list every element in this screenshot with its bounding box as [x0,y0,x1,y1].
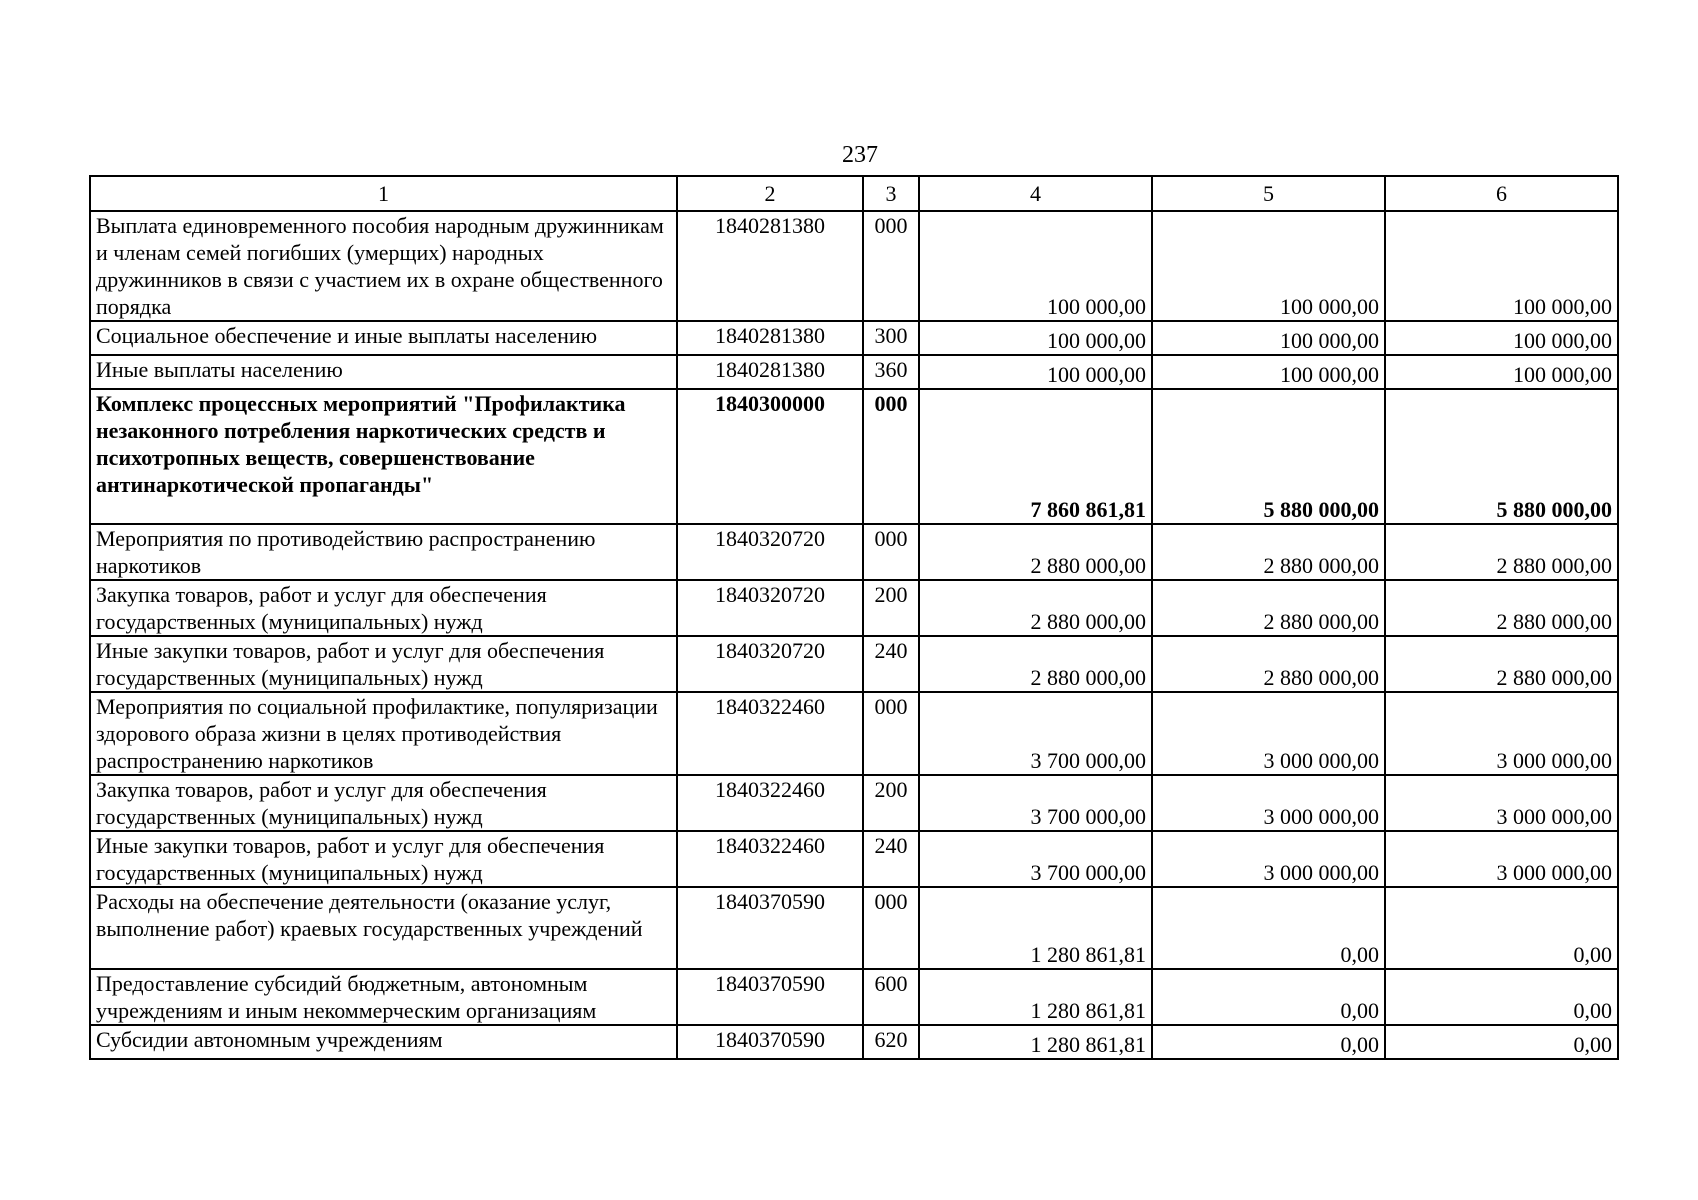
row-value-col4-cell: 1 280 861,81 [919,969,1152,1025]
row-type-cell: 000 [863,524,919,580]
row-value-col6-cell: 100 000,00 [1385,321,1618,355]
row-value-col4-cell: 7 860 861,81 [919,389,1152,524]
row-value-col4-cell: 100 000,00 [919,355,1152,389]
row-value-col4-cell: 1 280 861,81 [919,887,1152,969]
row-name-cell: Социальное обеспечение и иные выплаты населению [90,321,677,355]
table-row [90,636,1618,692]
row-value-col6-cell: 2 880 000,00 [1385,580,1618,636]
row-type-cell: 360 [863,355,919,389]
row-value-col5-cell: 0,00 [1152,887,1385,969]
row-code-cell: 1840320720 [677,636,863,692]
row-value-col4-cell: 3 700 000,00 [919,692,1152,775]
row-type-cell: 600 [863,969,919,1025]
column-header-1: 1 [90,176,677,211]
column-header-4: 4 [919,176,1152,211]
table-row [90,389,1618,524]
row-type-cell: 000 [863,692,919,775]
row-type-cell: 000 [863,887,919,969]
row-value-col6-cell: 100 000,00 [1385,211,1618,321]
row-value-col5-cell: 100 000,00 [1152,355,1385,389]
row-value-col6-cell: 0,00 [1385,887,1618,969]
row-code-cell: 1840322460 [677,692,863,775]
row-value-col5-cell: 3 000 000,00 [1152,692,1385,775]
table-row [90,1025,1618,1059]
row-value-col6-cell: 3 000 000,00 [1385,775,1618,831]
row-value-col6-cell: 5 880 000,00 [1385,389,1618,524]
row-value-col6-cell: 2 880 000,00 [1385,524,1618,580]
table-row [90,775,1618,831]
row-name-cell: Мероприятия по социальной профилактике, популяризации здорового образа жизни в целях противодействия распространению наркотиков [90,692,677,775]
row-value-col4-cell: 100 000,00 [919,211,1152,321]
row-code-cell: 1840320720 [677,580,863,636]
row-code-cell: 1840300000 [677,389,863,524]
row-value-col5-cell: 100 000,00 [1152,211,1385,321]
table-row [90,211,1618,321]
column-header-2: 2 [677,176,863,211]
row-value-col5-cell: 0,00 [1152,1025,1385,1059]
row-code-cell: 1840370590 [677,887,863,969]
row-name-cell: Расходы на обеспечение деятельности (оказание услуг, выполнение работ) краевых государственных учреждений [90,887,677,969]
column-number-row [90,176,1618,211]
row-value-col5-cell: 0,00 [1152,969,1385,1025]
row-code-cell: 1840370590 [677,969,863,1025]
row-value-col4-cell: 2 880 000,00 [919,636,1152,692]
budget-table [89,175,1619,1060]
row-name-cell: Субсидии автономным учреждениям [90,1025,677,1059]
row-code-cell: 1840370590 [677,1025,863,1059]
row-code-cell: 1840281380 [677,321,863,355]
table-row [90,355,1618,389]
row-name-cell: Предоставление субсидий бюджетным, автономным учреждениям и иным некоммерческим организациям [90,969,677,1025]
row-value-col6-cell: 0,00 [1385,1025,1618,1059]
row-value-col5-cell: 3 000 000,00 [1152,831,1385,887]
row-type-cell: 240 [863,831,919,887]
table-row [90,580,1618,636]
row-value-col5-cell: 2 880 000,00 [1152,524,1385,580]
row-type-cell: 000 [863,211,919,321]
column-header-5: 5 [1152,176,1385,211]
row-value-col5-cell: 2 880 000,00 [1152,580,1385,636]
row-name-cell: Комплекс процессных мероприятий "Профилактика незаконного потребления наркотических средств и психотропных веществ, совершенствование антинаркотической пропаганды" [90,389,677,524]
row-type-cell: 200 [863,580,919,636]
table-row [90,969,1618,1025]
row-value-col5-cell: 3 000 000,00 [1152,775,1385,831]
row-value-col5-cell: 5 880 000,00 [1152,389,1385,524]
table-row [90,321,1618,355]
row-value-col6-cell: 3 000 000,00 [1385,831,1618,887]
row-type-cell: 620 [863,1025,919,1059]
table-body [90,176,1618,1059]
row-name-cell: Иные закупки товаров, работ и услуг для обеспечения государственных (муниципальных) нужд [90,831,677,887]
row-value-col5-cell: 100 000,00 [1152,321,1385,355]
row-value-col4-cell: 3 700 000,00 [919,831,1152,887]
row-value-col5-cell: 2 880 000,00 [1152,636,1385,692]
row-name-cell: Иные закупки товаров, работ и услуг для обеспечения государственных (муниципальных) нужд [90,636,677,692]
table-row [90,524,1618,580]
row-code-cell: 1840320720 [677,524,863,580]
table-row [90,831,1618,887]
row-value-col6-cell: 2 880 000,00 [1385,636,1618,692]
row-value-col6-cell: 0,00 [1385,969,1618,1025]
row-code-cell: 1840281380 [677,355,863,389]
row-type-cell: 200 [863,775,919,831]
table-row [90,887,1618,969]
table-row [90,692,1618,775]
row-value-col6-cell: 100 000,00 [1385,355,1618,389]
row-value-col4-cell: 2 880 000,00 [919,580,1152,636]
row-value-col4-cell: 100 000,00 [919,321,1152,355]
row-name-cell: Закупка товаров, работ и услуг для обеспечения государственных (муниципальных) нужд [90,775,677,831]
row-value-col4-cell: 1 280 861,81 [919,1025,1152,1059]
row-code-cell: 1840281380 [677,211,863,321]
row-name-cell: Иные выплаты населению [90,355,677,389]
row-type-cell: 300 [863,321,919,355]
row-value-col6-cell: 3 000 000,00 [1385,692,1618,775]
row-value-col4-cell: 3 700 000,00 [919,775,1152,831]
column-header-6: 6 [1385,176,1618,211]
row-code-cell: 1840322460 [677,831,863,887]
row-type-cell: 240 [863,636,919,692]
row-type-cell: 000 [863,389,919,524]
row-name-cell: Мероприятия по противодействию распространению наркотиков [90,524,677,580]
page-number: 237 [842,142,878,168]
row-name-cell: Закупка товаров, работ и услуг для обеспечения государственных (муниципальных) нужд [90,580,677,636]
row-code-cell: 1840322460 [677,775,863,831]
column-header-3: 3 [863,176,919,211]
row-value-col4-cell: 2 880 000,00 [919,524,1152,580]
row-name-cell: Выплата единовременного пособия народным дружинникам и членам семей погибших (умерщих) народных дружинников в связи с участием их в охране общественного порядка [90,211,677,321]
